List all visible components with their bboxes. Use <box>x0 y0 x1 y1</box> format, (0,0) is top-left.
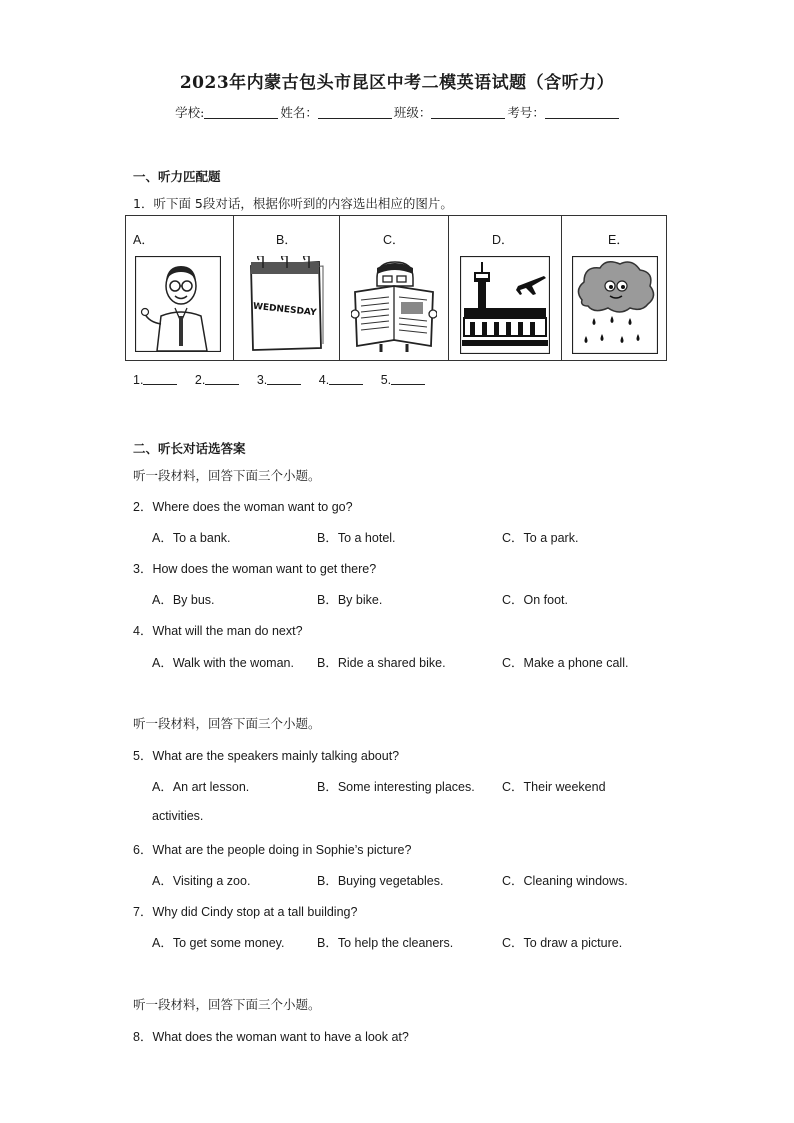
calendar-icon <box>245 256 327 356</box>
q3-option-a[interactable]: A．By bus. <box>152 593 215 607</box>
answer-2[interactable]: 2. <box>195 373 239 387</box>
picture-table <box>125 215 667 361</box>
question-2: 2．Where does the woman want to go? <box>133 500 353 514</box>
question-8: 8．What does the woman want to have a look at? <box>133 1030 409 1044</box>
q4-option-c[interactable]: C．Make a phone call. <box>502 656 629 670</box>
exam-no-blank[interactable] <box>545 106 619 119</box>
answer-1[interactable]: 1. <box>133 373 177 387</box>
picture-cell-b <box>234 216 340 361</box>
picture-label-b: B． <box>276 233 297 247</box>
q2-option-c[interactable]: C．To a park. <box>502 531 579 545</box>
q5-option-c[interactable]: C．Their weekend <box>502 780 606 794</box>
q7-option-c[interactable]: C．To draw a picture. <box>502 936 623 950</box>
q7-option-b[interactable]: B．To help the cleaners. <box>317 936 454 950</box>
question-6: 6．What are the people doing in Sophie’s picture? <box>133 843 412 857</box>
class-blank[interactable] <box>431 106 505 119</box>
q2-option-a[interactable]: A．To a bank. <box>152 531 231 545</box>
exam-no-label: 考号： <box>507 105 545 120</box>
picture-cell-d <box>449 216 562 361</box>
airport-icon <box>460 256 550 358</box>
question-1: 1．听下面 5段对话，根据你听到的内容选出相应的图片。 <box>133 196 453 211</box>
section2-heading: 二、听长对话选答案 <box>133 441 246 456</box>
picture-label-a: A． <box>133 233 154 247</box>
rain-cloud-icon <box>572 256 658 358</box>
question-7: 7．Why did Cindy stop at a tall building? <box>133 905 358 919</box>
picture-cell-a <box>126 216 234 361</box>
q3-option-b[interactable]: B．By bike. <box>317 593 383 607</box>
group3-intro: 听一段材料，回答下面三个小题。 <box>133 997 321 1012</box>
q4-option-b[interactable]: B．Ride a shared bike. <box>317 656 446 670</box>
newspaper-reader-icon <box>351 256 437 356</box>
group1-intro: 听一段材料，回答下面三个小题。 <box>133 468 321 483</box>
q5-option-a[interactable]: A．An art lesson. <box>152 780 250 794</box>
picture-label-d: D． <box>492 233 514 247</box>
teacher-icon <box>135 256 221 356</box>
name-label: 姓名： <box>280 105 318 120</box>
picture-label-e: E． <box>608 233 629 247</box>
answer-4[interactable]: 4. <box>319 373 363 387</box>
question-3: 3．How does the woman want to get there? <box>133 562 377 576</box>
q6-option-b[interactable]: B．Buying vegetables. <box>317 874 444 888</box>
answer-5[interactable]: 5. <box>381 373 425 387</box>
q6-option-c[interactable]: C．Cleaning windows. <box>502 874 628 888</box>
q5-option-c-wrap[interactable]: activities. <box>152 809 204 823</box>
picture-cell-c <box>340 216 449 361</box>
q7-option-a[interactable]: A．To get some money. <box>152 936 285 950</box>
class-label: 班级： <box>393 105 432 120</box>
student-info-line <box>0 103 794 121</box>
answer-blanks <box>133 373 439 387</box>
answer-3[interactable]: 3. <box>257 373 301 387</box>
school-label: 学校: <box>175 105 205 120</box>
q3-option-c[interactable]: C．On foot. <box>502 593 568 607</box>
question-5: 5．What are the speakers mainly talking about? <box>133 749 400 763</box>
q6-option-a[interactable]: A．Visiting a zoo. <box>152 874 251 888</box>
q2-option-b[interactable]: B．To a hotel. <box>317 531 396 545</box>
picture-label-c: C． <box>383 233 405 247</box>
section1-heading: 一、听力匹配题 <box>133 169 221 184</box>
school-blank[interactable] <box>204 106 278 119</box>
page-title: 2023年内蒙古包头市昆区中考二模英语试题（含听力） <box>179 73 615 93</box>
q4-option-a[interactable]: A．Walk with the woman. <box>152 656 294 670</box>
name-blank[interactable] <box>318 106 392 119</box>
q5-option-b[interactable]: B．Some interesting places. <box>317 780 475 794</box>
group2-intro: 听一段材料，回答下面三个小题。 <box>133 716 321 731</box>
question-4: 4．What will the man do next? <box>133 624 303 638</box>
picture-cell-e <box>562 216 667 361</box>
svg-text:WEDNESDAY: WEDNESDAY <box>252 301 317 319</box>
